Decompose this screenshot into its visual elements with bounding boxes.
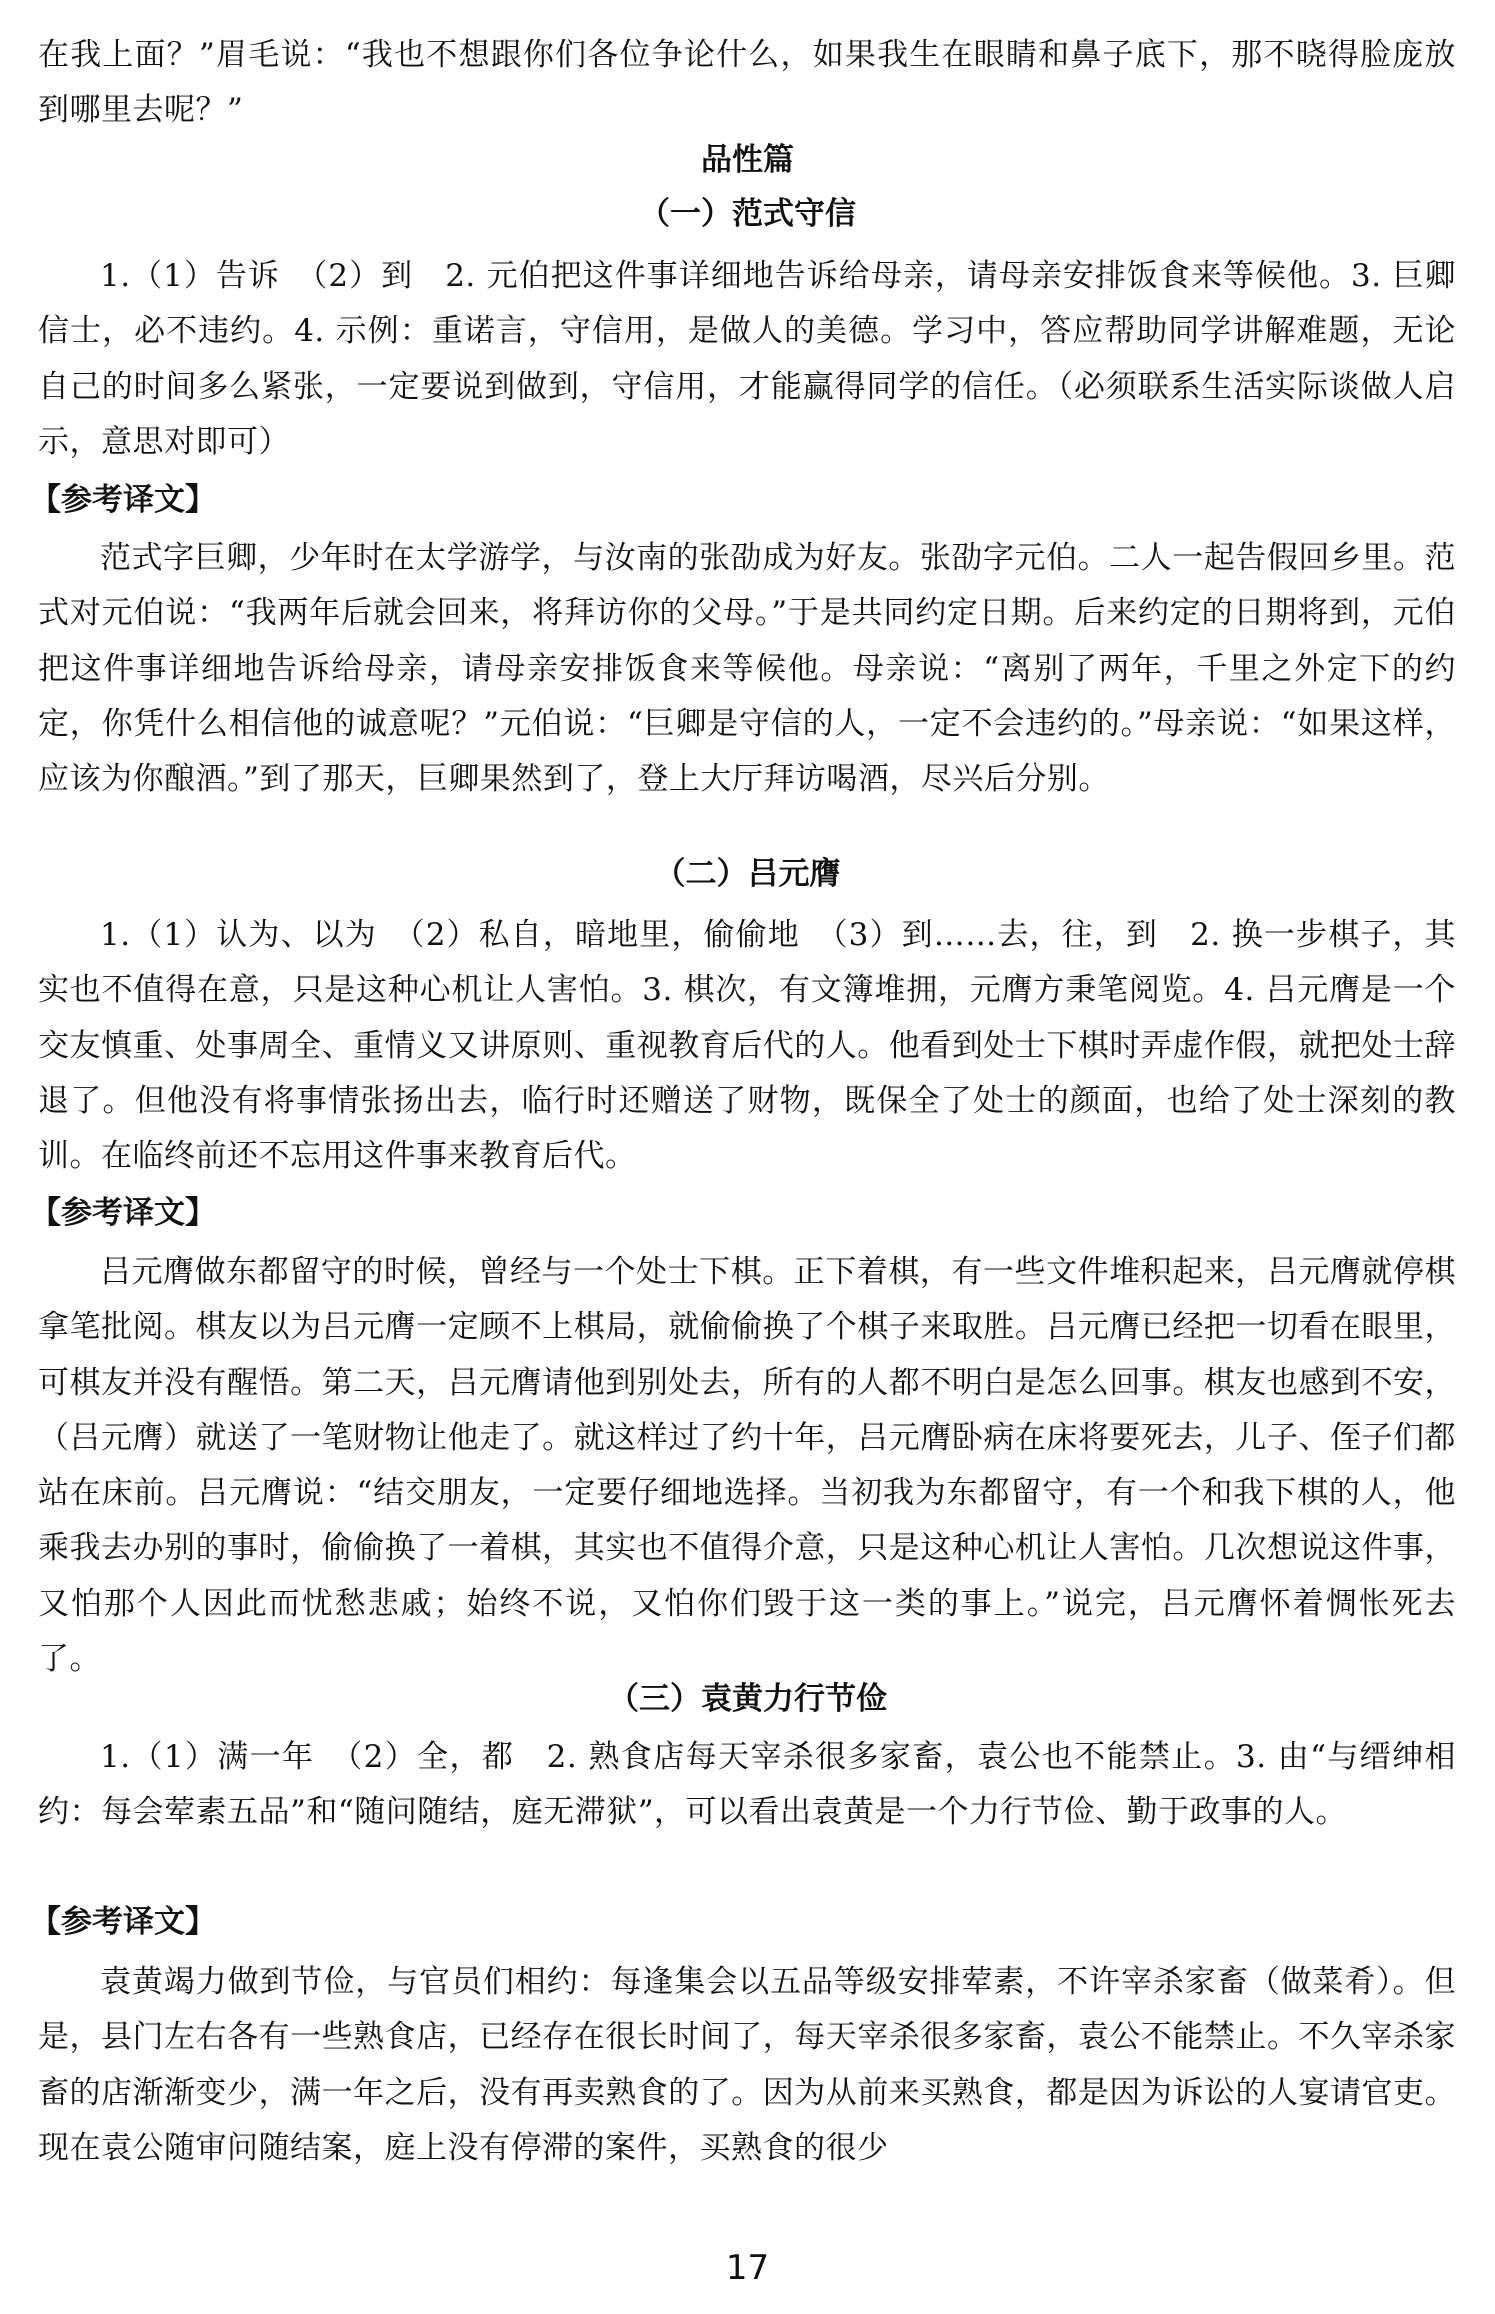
reference-translation-label: 【参考译文】: [30, 1904, 216, 1940]
section-title-1: （一）范式守信: [639, 196, 856, 232]
translation-section-2: 吕元膺做东都留守的时候，曾经与一个处士下棋。正下着棋，有一些文件堆积起来，吕元膺就停棋拿笔批阅。棋友以为吕元膺一定顾不上棋局，就偷偷换了个棋子来取胜。吕元膺已经把一切看在眼里，可棋友并没有醒悟。第二天，吕元膺请他到别处去，所有的人都不明白是怎么回事。棋友也感到不安，（吕元膺）就送了一笔财物让他走了。就这样过了约十年，吕元膺卧病在床将要死去，儿子、侄子们都站在床前。吕元膺说：“结交朋友，一定要仔细地选择。当初我为东都留守，有一个和我下棋的人，他乘我去办别的事时，偷偷换了一着棋，其实也不值得介意，只是这种心机让人害怕。几次想说这件事，又怕那个人因此而忧愁悲戚；始终不说，又怕你们毁于这一类的事上。”说完，吕元膺怀着惆怅死去了。: [38, 1254, 1456, 1678]
translation-section-3: 袁黄竭力做到节俭，与官员们相约：每逢集会以五品等级安排荤素，不许宰杀家畜（做菜肴）。但是，县门左右各有一些熟食店，已经存在很长时间了，每天宰杀很多家畜，袁公不能禁止。不久宰杀家畜的店渐渐变少，满一年之后，没有再卖熟食的了。因为从前来买熟食，都是因为诉讼的人宴请官吏。现在袁公随审问随结案，庭上没有停滞的案件，买熟食的很少: [38, 1964, 1456, 2166]
section-title-3: （三）袁黄力行节俭: [608, 1681, 887, 1717]
page-number: 17: [725, 2248, 770, 2288]
translation-section-1: 范式字巨卿，少年时在太学游学，与汝南的张劭成为好友。张劭字元伯。二人一起告假回乡里。范式对元伯说：“我两年后就会回来，将拜访你的父母。”于是共同约定日期。后来约定的日期将到，元伯把这件事详细地告诉给母亲，请母亲安排饭食来等候他。母亲说：“离别了两年，千里之外定下的约定，你凭什么相信他的诚意呢？”元伯说：“巨卿是守信的人，一定不会违约的。”母亲说：“如果这样，应该为你酿酒。”到了那天，巨卿果然到了，登上大厅拜访喝酒，尽兴后分别。: [38, 540, 1456, 798]
reference-translation-label: 【参考译文】: [30, 1195, 216, 1231]
answers-section-1: 1.（1）告诉 （2）到 2. 元伯把这件事详细地告诉给母亲，请母亲安排饭食来等候他。3. 巨卿信士，必不违约。4. 示例：重诺言，守信用，是做人的美德。学习中，答应帮助同学讲解难题，无论自己的时间多么紧张，一定要说到做到，守信用，才能赢得同学的信任。（必须联系生活实际谈做人启示，意思对即可）: [38, 258, 1456, 460]
section-title-2: （二）吕元膺: [654, 856, 841, 892]
reference-translation-label: 【参考译文】: [30, 482, 216, 518]
lead-paragraph: 在我上面？”眉毛说：“我也不想跟你们各位争论什么，如果我生在眼睛和鼻子底下，那不晓得脸庞放到哪里去呢？”: [38, 37, 1456, 129]
chapter-title: 品性篇: [701, 142, 794, 178]
answers-section-3: 1.（1）满一年 （2）全，都 2. 熟食店每天宰杀很多家畜，袁公也不能禁止。3. 由“与缙绅相约：每会荤素五品”和“随问随结，庭无滞狱”，可以看出袁黄是一个力行节俭、勤于政事的人。: [38, 1739, 1456, 1831]
answers-section-2: 1.（1）认为、以为 （2）私自，暗地里，偷偷地 （3）到……去，往，到 2. 换一步棋子，其实也不值得在意，只是这种心机让人害怕。3. 棋次，有文簿堆拥，元膺方秉笔阅览。4. 吕元膺是一个交友慎重、处事周全、重情义又讲原则、重视教育后代的人。他看到处士下棋时弄虚作假，就把处士辞退了。但他没有将事情张扬出去，临行时还赠送了财物，既保全了处士的颜面，也给了处士深刻的教训。在临终前还不忘用这件事来教育后代。: [38, 917, 1456, 1175]
